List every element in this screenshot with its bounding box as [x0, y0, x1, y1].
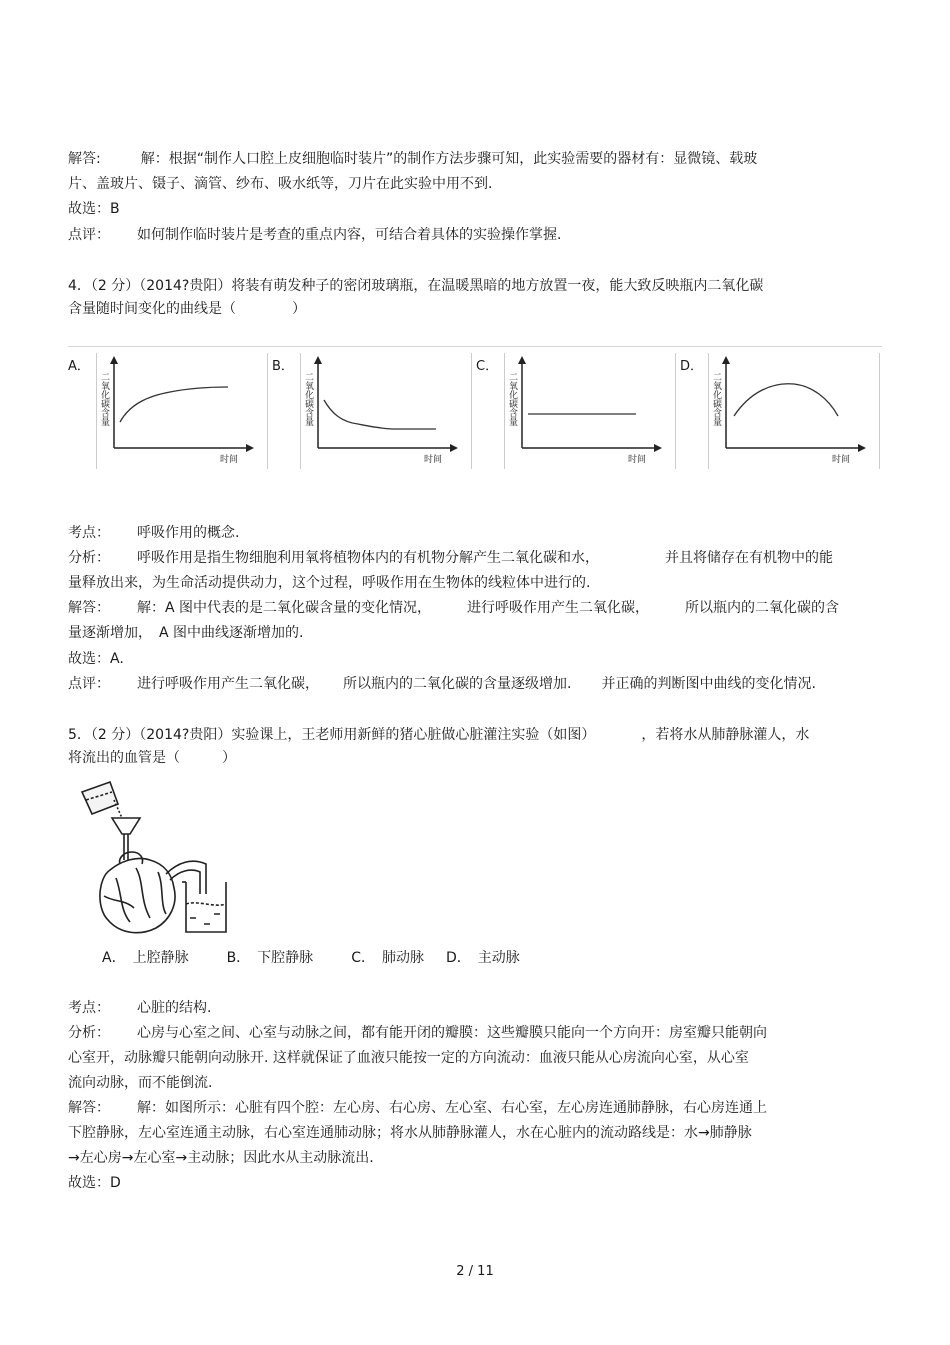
- q4-analysis-b: 并且将储存在有机物中的能: [665, 550, 833, 566]
- q3-comment-text: 如何制作临时装片是考查的重点内容，可结合着具体的实验操作掌握.: [137, 227, 562, 243]
- y-axis-arrow-icon: [110, 356, 118, 364]
- page-number: 2 / 11: [456, 1264, 494, 1279]
- q4-option-d: [680, 347, 880, 471]
- heart-perfusion-figure: [74, 778, 234, 938]
- y-axis-label: 二氧化碳含量: [507, 372, 517, 426]
- option-label: A．: [68, 359, 90, 374]
- q5-analysis-line3: 流向动脉，而不能倒流.: [68, 1075, 213, 1091]
- chart-d-svg: [710, 352, 880, 464]
- q5-point-label: 考点：: [68, 1000, 110, 1016]
- q4-point-label: 考点：: [68, 525, 110, 541]
- option-label: C．: [476, 359, 499, 374]
- q4-comment-b: 所以瓶内的二氧化碳的含量逐级增加.: [343, 676, 572, 692]
- q4-analysis-line1: [68, 549, 833, 567]
- x-axis-label: 时间: [628, 455, 647, 464]
- q4-choice-label: 故选：: [68, 651, 110, 667]
- q5-option-a: A． 上腔静脉: [102, 950, 189, 966]
- q5-analysis-label: 分析：: [68, 1025, 110, 1041]
- x-axis-label: 时间: [832, 455, 851, 464]
- q5-answer-text: 解：如图所示：心脏有四个腔：左心房、右心房、左心室、右心室，左心房连通肺静脉，右心房连通上: [137, 1100, 767, 1116]
- q4-option-a: [68, 347, 268, 471]
- q5-choice: [68, 1174, 121, 1192]
- co2-curve: [734, 384, 838, 416]
- x-axis-arrow-icon: [450, 444, 458, 452]
- q4-answer-b: 进行呼吸作用产生二氧化碳，: [467, 600, 650, 616]
- q4-point-text: 呼吸作用的概念.: [137, 525, 240, 541]
- q5-option-d: D． 主动脉: [445, 950, 520, 966]
- q3-choice-label: 故选：: [68, 201, 110, 217]
- q4-comment-label: 点评：: [68, 676, 110, 692]
- q3-comment: [68, 226, 561, 244]
- option-label: B．: [272, 359, 294, 374]
- q3-answer-line1: [68, 150, 757, 168]
- q5-choice-label: 故选：: [68, 1175, 110, 1191]
- y-axis-arrow-icon: [518, 356, 526, 364]
- q3-answer-line2: 片、盖玻片、镊子、滴管、纱布、吸水纸等，刀片在此实验中用不到.: [68, 176, 493, 192]
- y-axis-arrow-icon: [722, 356, 730, 364]
- q4-option-c: [476, 347, 676, 471]
- q3-answer-text: 解：根据“制作人口腔上皮细胞临时装片”的制作方法步骤可知，此实验需要的器材有：显微镜、载玻: [140, 151, 758, 167]
- y-axis-label: 二氧化碳含量: [711, 372, 721, 426]
- x-axis-arrow-icon: [858, 444, 866, 452]
- x-axis-arrow-icon: [654, 444, 662, 452]
- q5-stem-b: ，若将水从肺静脉灌人，水: [641, 727, 810, 743]
- q5-options: [102, 949, 520, 967]
- q4-choice-value: A.: [110, 651, 124, 667]
- q4-point: [68, 524, 239, 542]
- y-axis-label: 二氧化碳含量: [303, 372, 313, 426]
- q4-stem-line1: 4．（2 分）（2014?贵阳）将装有萌发种子的密闭玻璃瓶，在温暖黑暗的地方放置一夜，能大致反映瓶内二氧化碳: [68, 278, 764, 294]
- co2-curve: [324, 400, 436, 429]
- chart-c-svg: [506, 352, 676, 464]
- q5-answer-label: 解答：: [68, 1100, 110, 1116]
- option-label: D．: [680, 359, 704, 374]
- q4-comment-c: 并正确的判断图中曲线的变化情况.: [601, 676, 816, 692]
- q3-answer-label: 解答:: [68, 151, 101, 167]
- q4-choice: [68, 650, 124, 668]
- q5-option-b: B． 下腔静脉: [226, 950, 314, 966]
- q5-analysis-text: 心房与心室之间、心室与动脉之间，都有能开闭的瓣膜：这些瓣膜只能向一个方向开：房室瓣只能朝向: [137, 1025, 767, 1041]
- q4-option-b: [272, 347, 472, 471]
- q4-answer-a: 解：A 图中代表的是二氧化碳含量的变化情况，: [137, 600, 432, 616]
- q4-option-charts: [68, 346, 882, 471]
- q3-comment-label: 点评：: [68, 227, 110, 243]
- q4-analysis-line2: 量释放出来，为生命活动提供动力，这个过程，呼吸作用在生物体的线粒体中进行的.: [68, 575, 591, 591]
- q4-analysis-label: 分析：: [68, 550, 110, 566]
- q5-point: [68, 999, 211, 1017]
- q5-choice-value: D: [110, 1175, 121, 1191]
- q5-answer-line1: [68, 1099, 767, 1117]
- co2-curve: [120, 387, 228, 422]
- q4-answer-label: 解答：: [68, 600, 110, 616]
- q4-answer-line2: 量逐渐增加， A 图中曲线逐渐增加的.: [68, 625, 304, 641]
- q5-analysis-line2: 心室开，动脉瓣只能朝向动脉开. 这样就保证了血液只能按一定的方向流动：血液只能从心房流向心室，从心室: [68, 1050, 749, 1066]
- x-axis-arrow-icon: [246, 444, 254, 452]
- q4-stem-line2: 含量随时间变化的曲线是（ ）: [68, 301, 306, 317]
- q5-answer-line2: 下腔静脉，左心室连通主动脉，右心室连通肺动脉；将水从肺静脉灌人，水在心脏内的流动路线是：水→肺静脉: [68, 1125, 752, 1141]
- q4-comment-a: 进行呼吸作用产生二氧化碳，: [137, 676, 319, 692]
- q4-comment: [68, 675, 816, 693]
- chart-b-svg: [302, 352, 472, 464]
- q5-stem-line1: [68, 726, 809, 744]
- q5-answer-line3: →左心房→左心室→主动脉；因此水从主动脉流出.: [68, 1150, 374, 1166]
- y-axis-arrow-icon: [314, 356, 322, 364]
- q3-choice: [68, 200, 120, 218]
- q5-option-c: C． 肺动脉: [351, 950, 424, 966]
- chart-a-svg: [98, 352, 268, 464]
- q5-stem-a: 5．（2 分）（2014?贵阳）实验课上，王老师用新鲜的猪心脏做心脏灌注实验（如图）: [68, 727, 596, 743]
- y-axis-label: 二氧化碳含量: [99, 372, 109, 426]
- q5-point-text: 心脏的结构.: [137, 1000, 212, 1016]
- q4-answer-c: 所以瓶内的二氧化碳的含: [685, 600, 840, 616]
- q4-answer-line1: [68, 599, 839, 617]
- x-axis-label: 时间: [220, 455, 239, 464]
- q5-analysis-line1: [68, 1024, 767, 1042]
- x-axis-label: 时间: [424, 455, 443, 464]
- q5-stem-line2: 将流出的血管是（ ）: [68, 750, 236, 766]
- q4-analysis-a: 呼吸作用是指生物细胞利用氧将植物体内的有机物分解产生二氧化碳和水，: [137, 550, 599, 566]
- q3-choice-value: B: [110, 201, 120, 217]
